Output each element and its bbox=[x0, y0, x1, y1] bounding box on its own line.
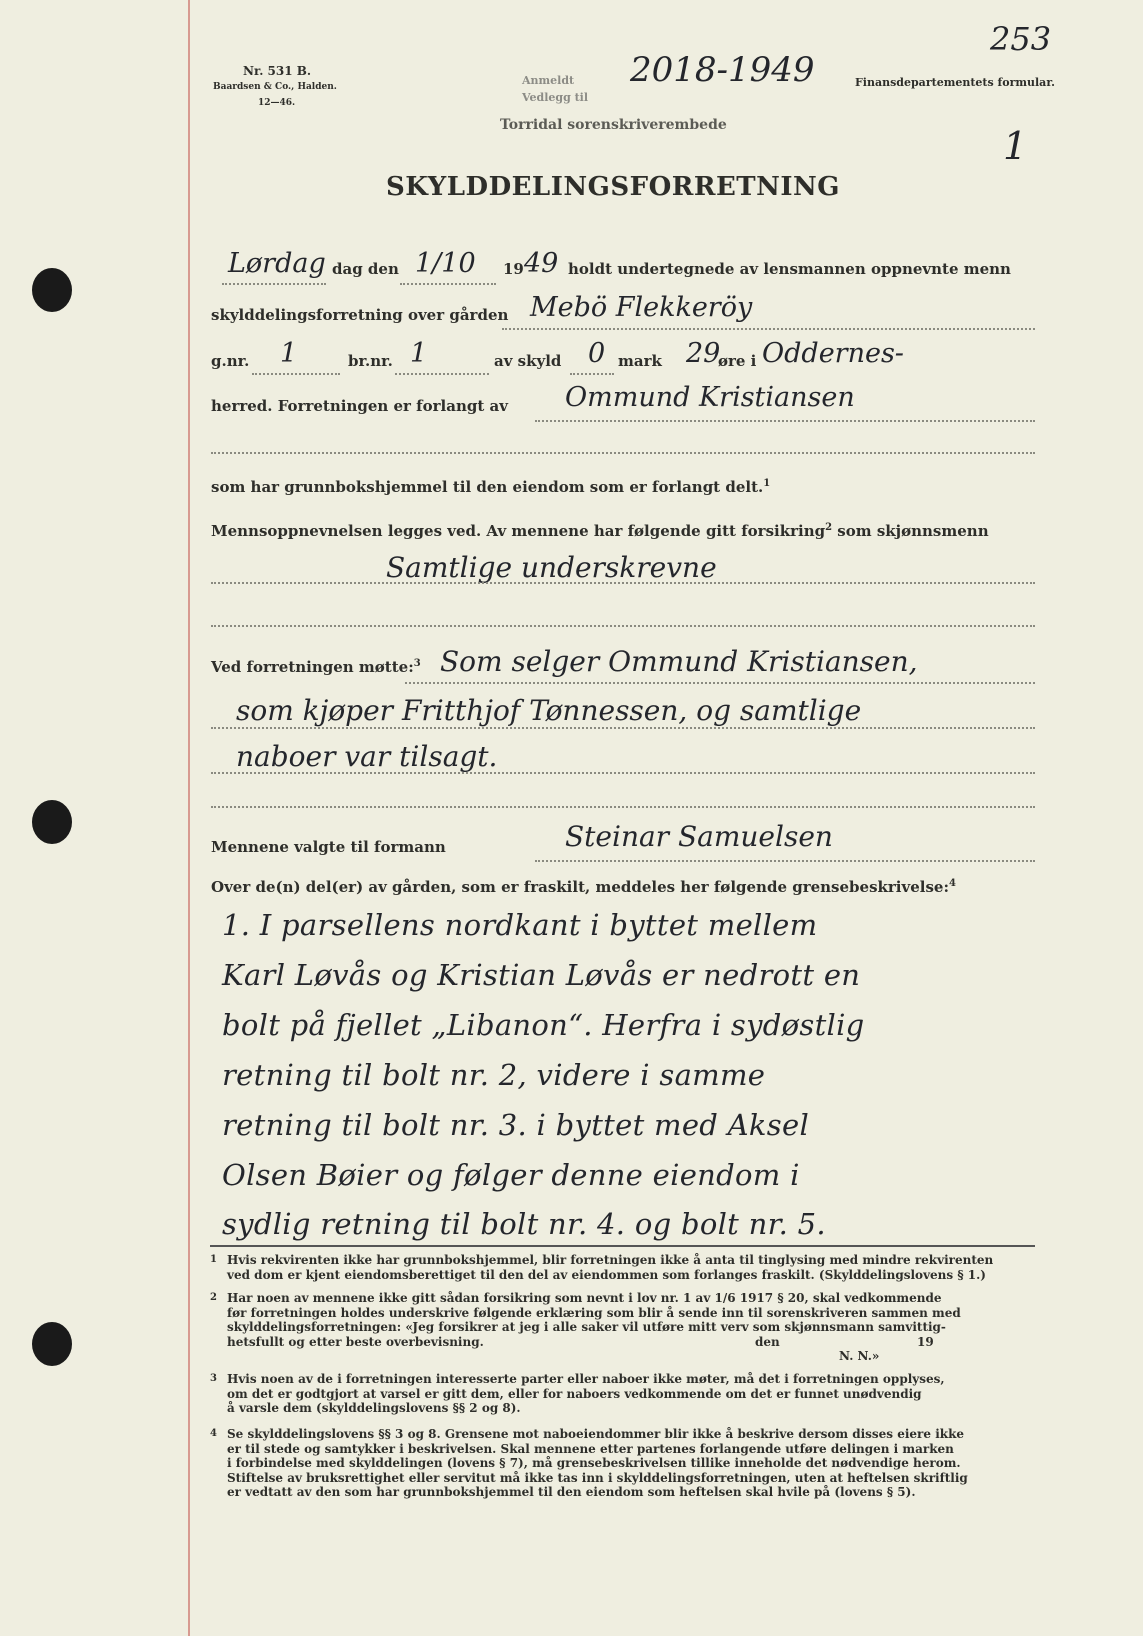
boundary-line: retning til bolt nr. 3. i byttet med Aksel bbox=[222, 1108, 810, 1142]
label-held-by: holdt undertegnede av lensmannen oppnevnte menn bbox=[568, 260, 1011, 278]
farm-name: Mebö Flekkeröy bbox=[530, 292, 753, 323]
boundary-line: Olsen Bøier og følger denne eiendom i bbox=[222, 1158, 800, 1192]
attendees-line: Som selger Ommund Kristiansen, bbox=[440, 645, 918, 678]
dotted-line bbox=[570, 373, 614, 375]
stamp-line: Vedlegg til bbox=[522, 91, 589, 104]
form-number: Nr. 531 B. bbox=[243, 64, 312, 78]
label-ore: øre i bbox=[718, 352, 757, 370]
dotted-line bbox=[222, 283, 326, 285]
brnr-value: 1 bbox=[410, 338, 428, 369]
label-gnr: g.nr. bbox=[211, 352, 250, 370]
ore-value: 29 bbox=[686, 338, 721, 369]
label-dag-den: dag den bbox=[332, 260, 399, 278]
punch-hole bbox=[32, 800, 72, 844]
punch-hole bbox=[32, 1322, 72, 1366]
footnote: 3 Hvis noen av de i forretningen interesserte parter eller naboer ikke møter, må det i forretningen opplyses, om det er godtgjort at varsel er gitt dem, eller for naboers vedkommende om det er funnet unødvendig å varsle dem (skylddelingslovens §§ 2 og 8). bbox=[210, 1372, 945, 1416]
dotted-line bbox=[405, 682, 1035, 684]
assurers: Samtlige underskrevne bbox=[386, 551, 717, 584]
label-boundary: Over de(n) del(er) av gården, som er fraskilt, meddeles her følgende grensebeskrivelse:$^4$ bbox=[211, 878, 956, 896]
footnote: 4 Se skylddelingslovens §§ 3 og 8. Grensene mot naboeiendommer blir ikke å beskrive dersom disses eiere ikke er til stede og samtykker i beskrivelsen. Skal mennene etter partenes forlangende utføre delingen i marken i forbindelse med skylddelingen (lovens § 7), må grensebeskrivelsen tillike inneholde det nødvendige herom. Stiftelse av bruksrettighet eller servitut må ikke tas inn i skylddelingsforretningen, uten at heftelsen skriftlig er vedtatt av den som har grunnbokshjemmel til den eiendom som heftelsen skal hvile på (lovens § 5). bbox=[210, 1427, 968, 1500]
dotted-line bbox=[400, 283, 496, 285]
sheet-mark: 1 bbox=[1003, 124, 1028, 168]
label-farm: skylddelingsforretning over gården bbox=[211, 306, 509, 324]
label-year-prefix: 19 bbox=[503, 260, 524, 278]
attendees-line: som kjøper Fritthjof Tønnessen, og samtlige bbox=[236, 694, 862, 727]
mark-value: 0 bbox=[588, 338, 606, 369]
footnote-rule bbox=[210, 1245, 1035, 1247]
boundary-line: bolt på fjellet „Libanon“. Herfra i sydøstlig bbox=[222, 1008, 865, 1042]
dotted-line bbox=[211, 772, 1035, 774]
label-chairman: Mennene valgte til formann bbox=[211, 838, 446, 856]
dotted-line bbox=[395, 373, 489, 375]
page-number: 253 bbox=[990, 20, 1052, 58]
date: 1/10 bbox=[415, 248, 476, 279]
boundary-line: Karl Løvås og Kristian Løvås er nedrott en bbox=[222, 958, 861, 992]
print-date: 12—46. bbox=[258, 98, 296, 108]
grunnbok-text: som har grunnbokshjemmel til den eiendom som er forlangt delt.$^1$ bbox=[211, 478, 771, 496]
label-mark: mark bbox=[618, 352, 662, 370]
stamp-line: Anmeldt bbox=[522, 74, 575, 87]
gnr-value: 1 bbox=[280, 338, 298, 369]
punch-hole bbox=[32, 268, 72, 312]
publisher: Baardsen & Co., Halden. bbox=[213, 82, 337, 92]
weekday: Lørdag bbox=[228, 248, 326, 279]
dotted-line bbox=[535, 420, 1035, 422]
boundary-line: sydlig retning til bolt nr. 4. og bolt nr. 5. bbox=[222, 1207, 826, 1241]
dotted-line bbox=[211, 625, 1035, 627]
label-attended: Ved forretningen møtte:$^3$ bbox=[211, 658, 421, 676]
requester: Ommund Kristiansen bbox=[565, 382, 855, 413]
year-suffix: 49 bbox=[524, 248, 559, 279]
municipality: Oddernes- bbox=[762, 338, 904, 369]
dotted-line bbox=[211, 452, 1035, 454]
label-brnr: br.nr. bbox=[348, 352, 393, 370]
page-title: SKYLDDELINGSFORRETNING bbox=[386, 172, 841, 202]
mennsoppnevnelse-text: Mennsoppnevnelsen legges ved. Av mennene har følgende gitt forsikring$^2$ som skjønnsmenn bbox=[211, 522, 989, 540]
margin-line bbox=[188, 0, 190, 1636]
label-skyld: av skyld bbox=[494, 352, 562, 370]
dotted-line bbox=[211, 582, 1035, 584]
label-requested-by: herred. Forretningen er forlangt av bbox=[211, 397, 508, 415]
ministry-formular: Finansdepartementets formular. bbox=[855, 76, 1055, 89]
attendees-line: naboer var tilsagt. bbox=[236, 740, 498, 773]
chairman: Steinar Samuelsen bbox=[565, 820, 833, 853]
boundary-line: 1. I parsellens nordkant i byttet mellem bbox=[222, 908, 818, 942]
dotted-line bbox=[502, 328, 1035, 330]
office-stamp: Torridal sorenskriverembede bbox=[500, 117, 727, 133]
boundary-line: retning til bolt nr. 2, videre i samme bbox=[222, 1058, 766, 1092]
dotted-line bbox=[211, 806, 1035, 808]
footnote: 2 Har noen av mennene ikke gitt sådan forsikring som nevnt i lov nr. 1 av 1/6 1917 § 20, skal vedkommende før forretningen holdes underskrive følgende erklæring som blir å sende inn til sorenskriveren sammen med skylddelingsforretningen: «Jeg forsikrer at jeg i alle saker vil utføre mitt verv som skjønnsmann samvittig- hetsfullt og etter beste overbevisning. den 19 N. N.» bbox=[210, 1291, 961, 1364]
footnote: 1 Hvis rekvirenten ikke har grunnbokshjemmel, blir forretningen ikke å anta til tinglysing med mindre rekvirenten ved dom er kjent eiendomsberettiget til den del av eiendommen som forlanges fraskilt. (Skylddelingslovens § 1.) bbox=[210, 1253, 994, 1282]
dotted-line bbox=[535, 860, 1035, 862]
case-number: 2018-1949 bbox=[630, 50, 815, 90]
dotted-line bbox=[252, 373, 340, 375]
dotted-line bbox=[211, 727, 1035, 729]
